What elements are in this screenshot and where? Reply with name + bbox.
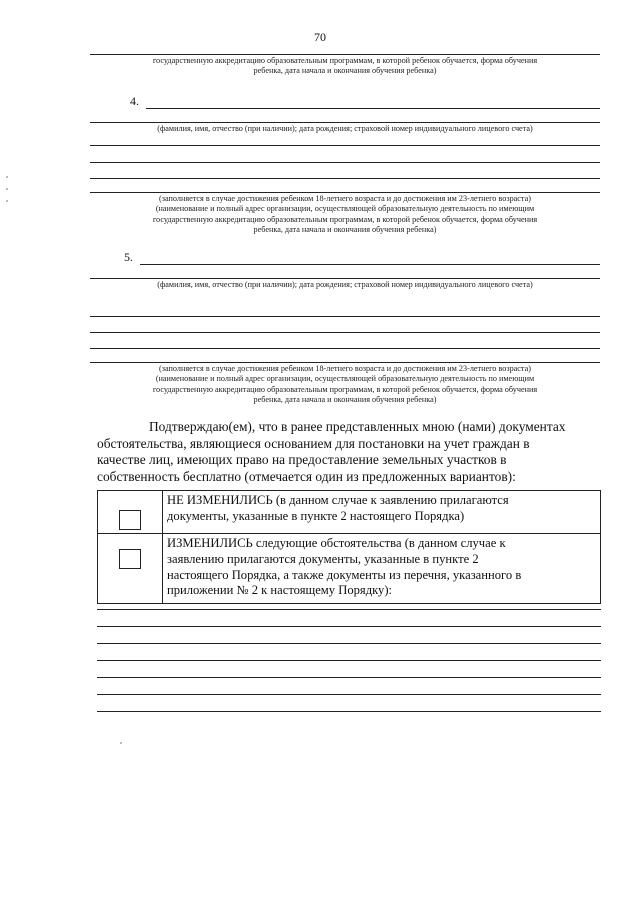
changes-line-1[interactable] [97, 609, 601, 610]
scan-speck [6, 176, 8, 178]
child-4-fio-caption: (фамилия, имя, отчество (при наличии); дата рождения; страховой номер индивидуального лицевого счета) [157, 124, 533, 133]
changes-line-7[interactable] [97, 711, 601, 712]
top-caption: государственную аккредитацию образовательным программам, в которой ребенок обучается, форма обучения ребенка, дата начала и окончания обучения ребенка) [152, 56, 538, 76]
changes-line-6[interactable] [97, 694, 601, 695]
checkbox-cell [98, 491, 163, 534]
child-5-fio-caption: (фамилия, имя, отчество (при наличии); дата рождения; страховой номер индивидуального лицевого счета) [157, 280, 533, 289]
child-5-org-caption: (заполняется в случае достижения ребенком 18-летнего возраста и до достижения им 23-летнего возраста) (наименование и полный адрес организации, осуществляющей образовательную деятельность по имеющим государственную аккредитацию образовательным программам, в которой ребенок обучается, форма обучения ребенка, дата начала и окончания обучения ребенка) [152, 364, 538, 404]
changes-line-4[interactable] [97, 660, 601, 661]
child-5-fio-line[interactable] [140, 264, 600, 265]
child-5-org-line-3[interactable] [90, 348, 600, 349]
confirmation-paragraph: Подтверждаю(ем), что в ранее представленных мною (нами) документах обстоятельства, являющиеся основанием для постановки на учет граждан в качестве лиц, имеющих право на предоставление земельных участков в собственность бесплатно (отмечается один из предложенных вариантов): [97, 419, 566, 484]
child-5-number: 5. [124, 250, 133, 264]
child-5-org-line-2[interactable] [90, 332, 600, 333]
option-text: НЕ ИЗМЕНИЛИСЬ (в данном случае к заявлению прилагаются документы, указанные в пункте 2 настоящего Порядка) [163, 491, 601, 534]
changes-line-3[interactable] [97, 643, 601, 644]
fill-line[interactable] [90, 278, 600, 279]
child-5-org-line-1[interactable] [90, 316, 600, 317]
scan-speck [6, 188, 8, 190]
fill-line[interactable] [90, 54, 600, 55]
checkbox-cell [98, 534, 163, 604]
page-number: 70 [314, 30, 326, 44]
option-not-changed [98, 491, 601, 534]
fill-line[interactable] [90, 122, 600, 123]
child-4-org-caption: (заполняется в случае достижения ребенком 18-летнего возраста и до достижения им 23-летнего возраста) (наименование и полный адрес организации, осуществляющей образовательную деятельность по имеющим государственную аккредитацию образовательным программам, в которой ребенок обучается, форма обучения ребенка, дата начала и окончания обучения ребенка) [152, 194, 538, 234]
child-4-org-line-1[interactable] [90, 145, 600, 146]
changes-line-2[interactable] [97, 626, 601, 627]
options-table [97, 490, 601, 604]
scan-speck [120, 742, 122, 744]
child-4-fio-line[interactable] [146, 108, 600, 109]
child-4-org-line-4[interactable] [90, 192, 600, 193]
changed-checkbox[interactable] [119, 549, 141, 569]
child-5-org-line-4[interactable] [90, 362, 600, 363]
child-4-org-line-2[interactable] [90, 162, 600, 163]
option-text: ИЗМЕНИЛИСЬ следующие обстоятельства (в данном случае к заявлению прилагаются документы, указанные в пункте 2 настоящего Порядка, а также документы из перечня, указанного в приложении № 2 к настоящему Порядку): [163, 534, 601, 604]
changes-line-5[interactable] [97, 677, 601, 678]
scan-speck [6, 200, 8, 202]
child-4-org-line-3[interactable] [90, 178, 600, 179]
child-4-number: 4. [130, 94, 139, 108]
not-changed-checkbox[interactable] [119, 510, 141, 530]
option-changed [98, 534, 601, 604]
